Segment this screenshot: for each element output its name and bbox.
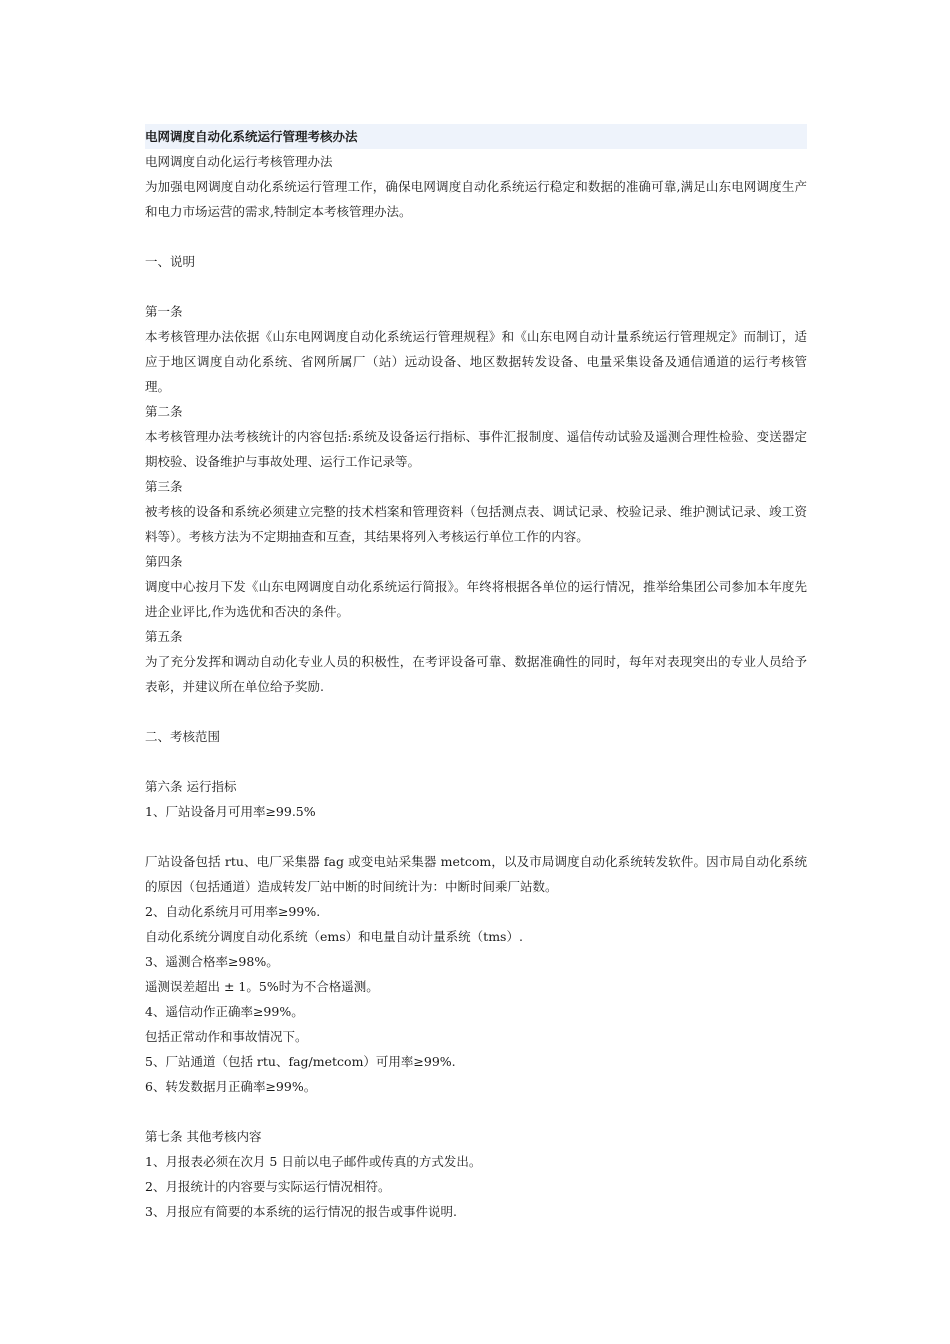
spacer	[145, 1099, 807, 1124]
list-item: 5、厂站通道（包括 rtu、fag/metcom）可用率≥99%.	[145, 1054, 456, 1069]
spacer	[145, 224, 807, 249]
list-item: 2、自动化系统月可用率≥99%.	[145, 904, 321, 919]
list-item-note: 包括正常动作和事故情况下。	[145, 1029, 308, 1044]
document-subtitle: 电网调度自动化运行考核管理办法	[145, 154, 333, 169]
article-text: 被考核的设备和系统必须建立完整的技术档案和管理资料（包括测点表、调试记录、校验记录、维护测试记录、竣工资料等）。考核方法为不定期抽查和互查，其结果将列入考核运行单位工作的内容。	[145, 504, 807, 544]
article-text: 为了充分发挥和调动自动化专业人员的积极性，在考评设备可靠、数据准确性的同时，每年对表现突出的专业人员给予表彰，并建议所在单位给予奖励.	[145, 654, 807, 694]
spacer	[145, 274, 807, 299]
article-label: 第六条 运行指标	[145, 779, 237, 794]
list-item: 6、转发数据月正确率≥99%。	[145, 1079, 317, 1094]
article-label: 第五条	[145, 629, 183, 644]
article-label: 第二条	[145, 404, 183, 419]
spacer	[145, 824, 807, 849]
section-heading-2: 二、考核范围	[145, 729, 221, 744]
article-text: 本考核管理办法考核统计的内容包括:系统及设备运行指标、事件汇报制度、遥信传动试验及遥测合理性检验、变送器定期校验、设备维护与事故处理、运行工作记录等。	[145, 429, 807, 469]
spacer	[145, 749, 807, 774]
article-label: 第七条 其他考核内容	[145, 1129, 262, 1144]
list-item: 4、遥信动作正确率≥99%。	[145, 1004, 304, 1019]
list-item: 3、月报应有简要的本系统的运行情况的报告或事件说明.	[145, 1204, 457, 1219]
document-title: 电网调度自动化系统运行管理考核办法	[145, 124, 807, 149]
list-item-note: 遥测误差超出 ± 1。5%时为不合格遥测。	[145, 979, 379, 994]
section-heading-1: 一、说明	[145, 254, 196, 269]
list-item-note: 自动化系统分调度自动化系统（ems）和电量自动计量系统（tms）.	[145, 929, 523, 944]
list-item: 1、月报表必须在次月 5 日前以电子邮件或传真的方式发出。	[145, 1154, 482, 1169]
article-label: 第一条	[145, 304, 183, 319]
article-label: 第四条	[145, 554, 183, 569]
document-page	[145, 124, 807, 1224]
list-item: 2、月报统计的内容要与实际运行情况相符。	[145, 1179, 391, 1194]
article-text: 调度中心按月下发《山东电网调度自动化系统运行简报》。年终将根据各单位的运行情况，推举给集团公司参加本年度先进企业评比,作为选优和否决的条件。	[145, 579, 807, 619]
list-item: 3、遥测合格率≥98%。	[145, 954, 279, 969]
list-item: 1、厂站设备月可用率≥99.5%	[145, 804, 316, 819]
article-label: 第三条	[145, 479, 183, 494]
article-text: 本考核管理办法依据《山东电网调度自动化系统运行管理规程》和《山东电网自动计量系统运行管理规定》而制订，适应于地区调度自动化系统、省网所属厂（站）远动设备、地区数据转发设备、电量采集设备及通信通道的运行考核管理。	[145, 329, 807, 394]
spacer	[145, 699, 807, 724]
list-item-note: 厂站设备包括 rtu、电厂采集器 fag 或变电站采集器 metcom，以及市局调度自动化系统转发软件。因市局自动化系统的原因（包括通道）造成转发厂站中断的时间统计为：中断时间乘厂站数。	[145, 854, 807, 894]
intro-paragraph: 为加强电网调度自动化系统运行管理工作，确保电网调度自动化系统运行稳定和数据的准确可靠,满足山东电网调度生产和电力市场运营的需求,特制定本考核管理办法。	[145, 179, 807, 219]
